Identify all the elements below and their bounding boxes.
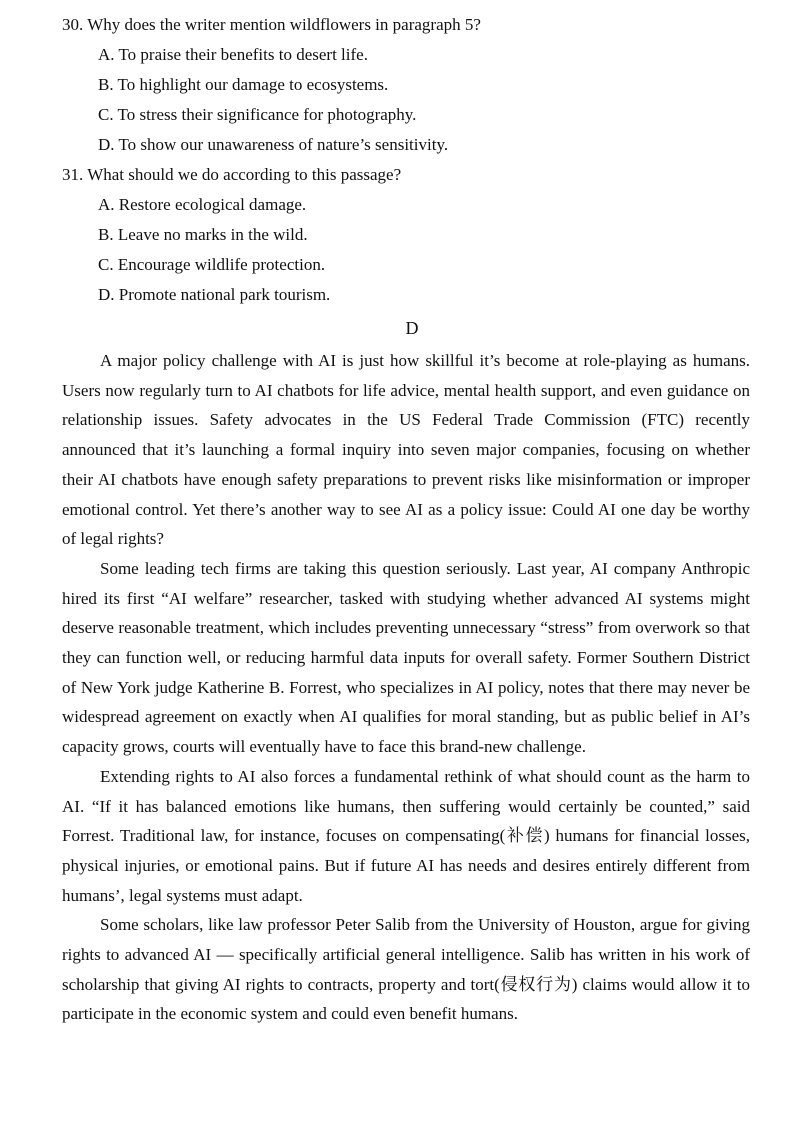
- passage-paragraph-4: Some scholars, like law professor Peter Salib from the University of Houston, argue for giving rights to advanced AI — specifically artificial general intelligence. Salib has written in his work of scholarship that giving AI rights to contracts, property and tort(侵权行为) claims would allow it to participate in the economic system and could even benefit humans.: [62, 915, 750, 1024]
- answer-options: [62, 40, 750, 160]
- passage-paragraph-2: Some leading tech firms are taking this question seriously. Last year, AI company Anthropic hired its first “AI welfare” researcher, tasked with studying whether advanced AI systems might deserve reasonable treatment, which includes preventing unnecessary “stress” from overwork so that they can function well, or reducing harmful data inputs for overall safety. Former Southern District of New York judge Katherine B. Forrest, who specializes in AI policy, notes that there may never be widespread agreement on exactly when AI qualifies for moral standing, but as public belief in AI’s capacity grows, courts will eventually have to face this brand-new challenge.: [62, 558, 750, 757]
- option-c: C. Encourage wildlife protection.: [98, 255, 326, 274]
- option-c: C. To stress their significance for photography.: [98, 105, 417, 124]
- option-d: D. Promote national park tourism.: [98, 285, 331, 304]
- option-b: B. To highlight our damage to ecosystems.: [98, 75, 389, 94]
- option-a: A. To praise their benefits to desert life.: [98, 45, 368, 64]
- reading-passage: [62, 346, 750, 1029]
- section-heading: D: [405, 318, 419, 338]
- passage-paragraph-3: Extending rights to AI also forces a fundamental rethink of what should count as the harm to AI. “If it has balanced emotions like humans, then suffering would certainly be counted,” said Forrest. Traditional law, for instance, focuses on compensating(补偿) humans for financial losses, physical injuries, or emotional pains. But if future AI has needs and desires entirely different from humans’, legal systems must adapt.: [62, 766, 750, 905]
- option-b: B. Leave no marks in the wild.: [98, 225, 308, 244]
- answer-options: [62, 190, 750, 310]
- question-30: [62, 10, 750, 160]
- passage-paragraph-1: A major policy challenge with AI is just how skillful it’s become at role-playing as humans. Users now regularly turn to AI chatbots for life advice, mental health support, and even guidance on relationship issues. Safety advocates in the US Federal Trade Commission (FTC) recently announced that it’s launching a formal inquiry into seven major companies, focusing on whether their AI chatbots have enough safety preparations to prevent risks like misinformation or improper emotional control. Yet there’s another way to see AI as a policy issue: Could AI one day be worthy of legal rights?: [62, 351, 750, 549]
- question-31: [62, 160, 750, 310]
- option-a: A. Restore ecological damage.: [98, 195, 307, 214]
- question-stem: 30. Why does the writer mention wildflowers in paragraph 5?: [62, 15, 481, 34]
- option-d: D. To show our unawareness of nature’s sensitivity.: [98, 135, 449, 154]
- question-stem: 31. What should we do according to this passage?: [62, 165, 402, 184]
